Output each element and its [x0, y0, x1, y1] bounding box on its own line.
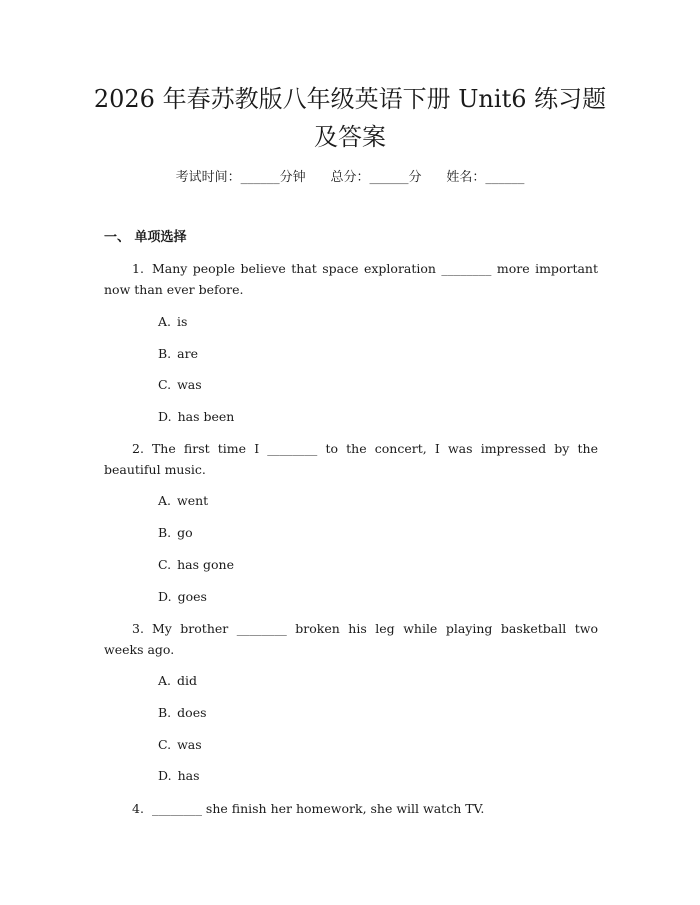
question-4: [104, 799, 598, 820]
section-number: 一、: [104, 230, 131, 245]
score-blank: ______: [369, 170, 409, 185]
option-2d: D. goes: [158, 589, 207, 604]
score-unit: 分: [408, 170, 422, 185]
question-1: [104, 259, 598, 300]
option-3b: B. does: [158, 705, 207, 720]
page-title: 2026 年春苏教版八年级英语下册 Unit6 练习题及答案: [93, 85, 607, 151]
option-2b: B. go: [158, 525, 193, 540]
option-1a: A. is: [158, 314, 188, 329]
question-2: [104, 439, 598, 480]
option-3d: D. has: [158, 768, 200, 783]
option-1b: B. are: [158, 346, 198, 361]
question-text: My brother ________ broken his leg while playing basketball two weeks ago.: [104, 621, 598, 657]
section-heading: [104, 228, 187, 248]
question-number: 2.: [132, 441, 144, 456]
option-2c: C. has gone: [158, 557, 234, 572]
option-1c: C. was: [158, 377, 202, 392]
option-3c: C. was: [158, 737, 202, 752]
time-unit: 分钟: [279, 170, 306, 185]
name-blank: ______: [485, 170, 525, 185]
question-3: [104, 619, 598, 660]
name-label: 姓名：: [446, 170, 486, 185]
score-label: 总分：: [330, 170, 370, 185]
time-blank: ______: [240, 170, 280, 185]
exam-meta: [0, 168, 700, 188]
question-text: Many people believe that space exploration ________ more important now than ever before.: [104, 261, 598, 297]
option-2a: A. went: [158, 493, 209, 508]
option-3a: A. did: [158, 673, 198, 688]
time-label: 考试时间：: [175, 170, 241, 185]
question-number: 3.: [132, 621, 144, 636]
question-number: 4.: [132, 801, 144, 816]
option-1d: D. has been: [158, 409, 235, 424]
question-number: 1.: [132, 261, 144, 276]
section-name: 单项选择: [134, 230, 187, 245]
question-text: The first time I ________ to the concert, I was impressed by the beautiful music.: [104, 441, 598, 477]
question-text: ________ she finish her homework, she will watch TV.: [151, 801, 485, 816]
